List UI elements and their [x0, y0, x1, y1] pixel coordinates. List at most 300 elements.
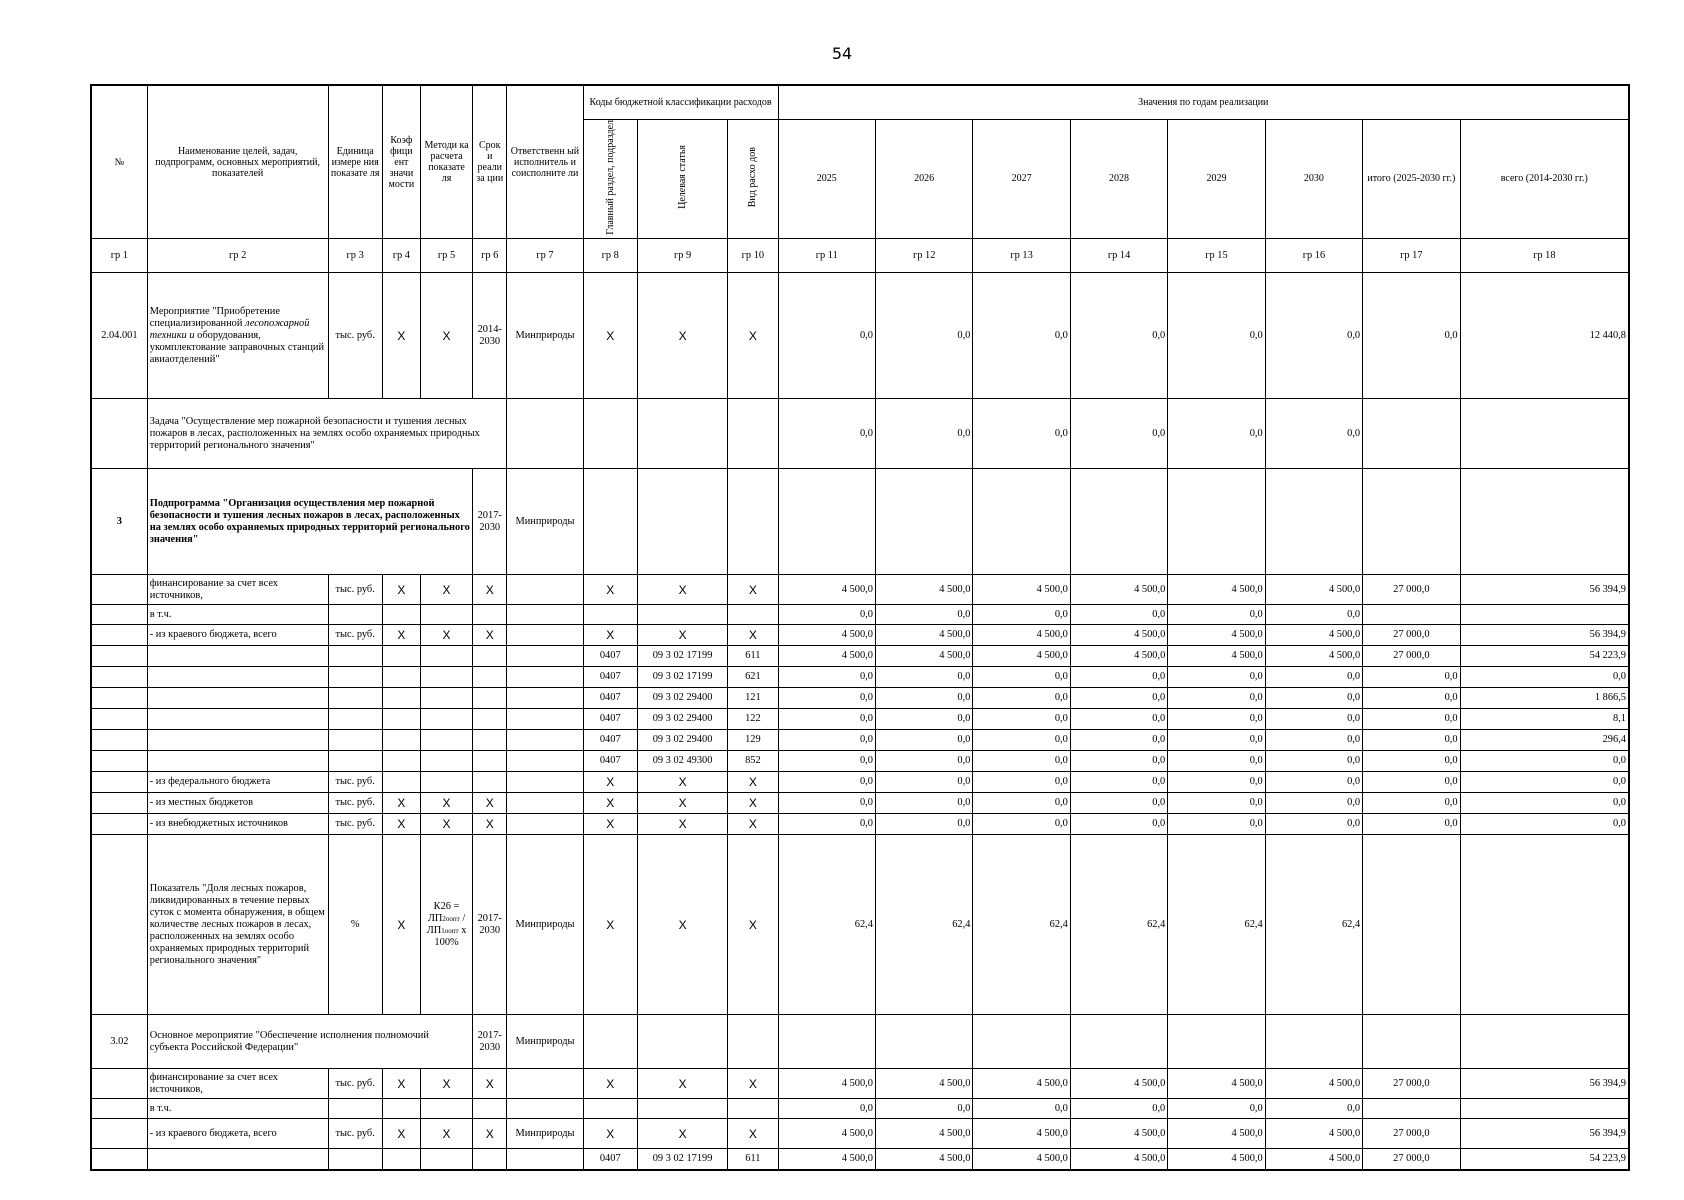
value-total-2025-2030: 0,0: [1363, 772, 1460, 793]
value-total-2025-2030: 27 000,0: [1363, 575, 1460, 605]
row-federal-budget: [91, 772, 1629, 793]
value-2029: 0,0: [1168, 730, 1265, 751]
value-2029: 0,0: [1168, 399, 1265, 469]
value-2026: 4 500,0: [875, 1069, 972, 1099]
code-article: 09 3 02 17199: [637, 667, 727, 688]
value-2029: 62,4: [1168, 835, 1265, 1015]
cell-x: X: [728, 835, 778, 1015]
value-2030: 0,0: [1265, 273, 1362, 399]
row-local-budgets: [91, 793, 1629, 814]
group-number-cell: гр 16: [1265, 239, 1362, 273]
group-number-cell: гр 12: [875, 239, 972, 273]
header-responsible: Ответственн ый исполнитель и соисполните ли: [507, 85, 583, 239]
group-number-cell: гр 6: [473, 239, 507, 273]
value-total-2014-2030: 56 394,9: [1460, 575, 1629, 605]
row-budget-code: [91, 709, 1629, 730]
value-2030: 0,0: [1265, 793, 1362, 814]
value-2027: 0,0: [973, 605, 1070, 625]
row-name: финансирование за счет всех источников,: [147, 575, 328, 605]
cell-x: X: [583, 273, 637, 399]
value-total-2025-2030: 27 000,0: [1363, 625, 1460, 646]
code-section: 0407: [583, 709, 637, 730]
row-name: - из федерального бюджета: [147, 772, 328, 793]
cell-x: X: [728, 625, 778, 646]
header-code-section: Главный раздел, подраздел: [583, 119, 637, 239]
value-2028: 0,0: [1070, 709, 1167, 730]
row-name: финансирование за счет всех источников,: [147, 1069, 328, 1099]
header-unit: Единица измере ния показате ля: [328, 85, 382, 239]
cell-x: X: [583, 772, 637, 793]
value-total-2014-2030: 54 223,9: [1460, 646, 1629, 667]
code-type: 122: [728, 709, 778, 730]
value-2030: 4 500,0: [1265, 1149, 1362, 1170]
row-budget-code: [91, 667, 1629, 688]
value-total-2014-2030: 296,4: [1460, 730, 1629, 751]
value-2028: 4 500,0: [1070, 1149, 1167, 1170]
value-2028: 0,0: [1070, 273, 1167, 399]
code-section: 0407: [583, 667, 637, 688]
cell-x: X: [420, 793, 472, 814]
value-2028: 0,0: [1070, 772, 1167, 793]
code-type: 621: [728, 667, 778, 688]
row-number: 2.04.001: [91, 273, 147, 399]
value-total-2025-2030: 0,0: [1363, 751, 1460, 772]
value-2025: 0,0: [778, 730, 875, 751]
cell-x: X: [728, 793, 778, 814]
row-budget-code: [91, 730, 1629, 751]
row-including: [91, 605, 1629, 625]
cell-x: X: [583, 835, 637, 1015]
row-budget-code: [91, 688, 1629, 709]
cell-x: X: [728, 1069, 778, 1099]
value-2026: 0,0: [875, 605, 972, 625]
header-year-2025: 2025: [778, 119, 875, 239]
value-2026: 0,0: [875, 399, 972, 469]
cell-x: X: [583, 814, 637, 835]
value-2030: 4 500,0: [1265, 1119, 1362, 1149]
value-2030: 4 500,0: [1265, 575, 1362, 605]
value-2029: 0,0: [1168, 688, 1265, 709]
group-number-cell: гр 2: [147, 239, 328, 273]
value-2025: 0,0: [778, 605, 875, 625]
value-2027: 0,0: [973, 772, 1070, 793]
group-number-row: [91, 239, 1629, 273]
header-term: Срок и реали за ции: [473, 85, 507, 239]
row-financing-total: [91, 1069, 1629, 1099]
value-2027: 0,0: [973, 1099, 1070, 1119]
value-2030: 0,0: [1265, 605, 1362, 625]
cell-x: X: [728, 1119, 778, 1149]
cell-x: X: [382, 835, 420, 1015]
cell-x: X: [583, 793, 637, 814]
row-responsible: Минприроды: [507, 469, 583, 575]
value-2026: 0,0: [875, 751, 972, 772]
cell-x: X: [473, 575, 507, 605]
value-2028: 0,0: [1070, 667, 1167, 688]
row-method-formula: К26 = ЛП2оопт / ЛП1оопт x 100%: [420, 835, 472, 1015]
value-2026: 0,0: [875, 1099, 972, 1119]
group-number-cell: гр 3: [328, 239, 382, 273]
value-2026: 4 500,0: [875, 575, 972, 605]
cell-x: X: [473, 814, 507, 835]
group-number-cell: гр 8: [583, 239, 637, 273]
header-year-2026: 2026: [875, 119, 972, 239]
value-2027: 0,0: [973, 688, 1070, 709]
cell-x: X: [637, 1069, 727, 1099]
value-2025: 4 500,0: [778, 625, 875, 646]
value-total-2014-2030: 0,0: [1460, 667, 1629, 688]
cell-x: X: [382, 793, 420, 814]
value-2029: 4 500,0: [1168, 625, 1265, 646]
value-total-2014-2030: 54 223,9: [1460, 1149, 1629, 1170]
group-number-cell: гр 7: [507, 239, 583, 273]
value-2029: 0,0: [1168, 667, 1265, 688]
value-2026: 0,0: [875, 730, 972, 751]
value-total-2014-2030: 0,0: [1460, 793, 1629, 814]
value-2025: 0,0: [778, 814, 875, 835]
cell-x: X: [583, 625, 637, 646]
code-type: 121: [728, 688, 778, 709]
cell-x: X: [637, 793, 727, 814]
value-2030: 0,0: [1265, 709, 1362, 730]
header-total-2025-2030: итого (2025-2030 гг.): [1363, 119, 1460, 239]
value-2025: 4 500,0: [778, 1119, 875, 1149]
value-2030: 62,4: [1265, 835, 1362, 1015]
value-2029: 0,0: [1168, 605, 1265, 625]
cell-x: X: [637, 575, 727, 605]
value-total-2014-2030: 1 866,5: [1460, 688, 1629, 709]
value-2030: 4 500,0: [1265, 625, 1362, 646]
cell-x: X: [728, 814, 778, 835]
value-2030: 4 500,0: [1265, 646, 1362, 667]
row-task: [91, 399, 1629, 469]
cell-x: X: [473, 1069, 507, 1099]
header-budget-codes: Коды бюджетной классификации расходов: [583, 85, 778, 119]
value-2026: 0,0: [875, 709, 972, 730]
row-term: 2017-2030: [473, 469, 507, 575]
value-2029: 0,0: [1168, 814, 1265, 835]
value-total-2025-2030: 0,0: [1363, 688, 1460, 709]
header-year-2029: 2029: [1168, 119, 1265, 239]
row-budget-code: [91, 751, 1629, 772]
value-2028: 4 500,0: [1070, 1119, 1167, 1149]
code-type: 852: [728, 751, 778, 772]
cell-x: X: [382, 814, 420, 835]
value-2027: 4 500,0: [973, 575, 1070, 605]
group-number-cell: гр 14: [1070, 239, 1167, 273]
cell-x: X: [420, 575, 472, 605]
value-2026: 0,0: [875, 688, 972, 709]
value-2025: 0,0: [778, 751, 875, 772]
value-2025: 0,0: [778, 688, 875, 709]
group-number-cell: гр 18: [1460, 239, 1629, 273]
row-financing-total: [91, 575, 1629, 605]
code-section: 0407: [583, 688, 637, 709]
code-section: 0407: [583, 1149, 637, 1170]
cell-x: X: [420, 814, 472, 835]
cell-x: X: [420, 1119, 472, 1149]
value-total-2025-2030: 0,0: [1363, 793, 1460, 814]
value-total-2014-2030: 56 394,9: [1460, 625, 1629, 646]
value-total-2014-2030: 56 394,9: [1460, 1069, 1629, 1099]
code-section: 0407: [583, 751, 637, 772]
code-article: 09 3 02 29400: [637, 730, 727, 751]
cell-x: X: [637, 273, 727, 399]
cell-x: X: [382, 1069, 420, 1099]
value-2028: 4 500,0: [1070, 646, 1167, 667]
value-2025: 0,0: [778, 667, 875, 688]
value-2025: 4 500,0: [778, 1149, 875, 1170]
cell-x: X: [637, 772, 727, 793]
value-2029: 4 500,0: [1168, 1149, 1265, 1170]
row-regional-budget: [91, 1119, 1629, 1149]
cell-x: X: [728, 575, 778, 605]
row-responsible: Минприроды: [507, 835, 583, 1015]
value-2027: 0,0: [973, 793, 1070, 814]
row-term: 2017-2030: [473, 835, 507, 1015]
value-2030: 0,0: [1265, 772, 1362, 793]
value-2028: 0,0: [1070, 1099, 1167, 1119]
row-unit: тыс. руб.: [328, 1069, 382, 1099]
row-name: Подпрограмма "Организация осуществления мер пожарной безопасности и тушения лесных пожаров в лесах, расположенных на землях особо охраняемых природных территорий регионального значения": [147, 469, 472, 575]
cell-x: X: [583, 1069, 637, 1099]
value-2028: 62,4: [1070, 835, 1167, 1015]
header-year-2030: 2030: [1265, 119, 1362, 239]
value-2027: 0,0: [973, 273, 1070, 399]
group-number-cell: гр 4: [382, 239, 420, 273]
value-2030: 0,0: [1265, 730, 1362, 751]
group-number-cell: гр 10: [728, 239, 778, 273]
group-number-cell: гр 17: [1363, 239, 1460, 273]
value-total-2025-2030: 0,0: [1363, 730, 1460, 751]
value-2026: 62,4: [875, 835, 972, 1015]
cell-x: X: [382, 273, 420, 399]
value-2030: 4 500,0: [1265, 1069, 1362, 1099]
value-2026: 0,0: [875, 667, 972, 688]
row-name: - из внебюджетных источников: [147, 814, 328, 835]
value-2025: 0,0: [778, 1099, 875, 1119]
group-number-cell: гр 5: [420, 239, 472, 273]
budget-table-sheet: [90, 84, 1630, 1171]
cell-x: X: [728, 772, 778, 793]
value-total-2025-2030: 27 000,0: [1363, 1069, 1460, 1099]
header-total-2014-2030: всего (2014-2030 гг.): [1460, 119, 1629, 239]
value-total-2014-2030: 0,0: [1460, 751, 1629, 772]
header-code-type: Вид расхо дов: [728, 119, 778, 239]
value-2026: 4 500,0: [875, 1149, 972, 1170]
group-number-cell: гр 15: [1168, 239, 1265, 273]
cell-x: X: [637, 814, 727, 835]
row-name: Мероприятие "Приобретение специализированной лесопожарной техники и оборудования, укомплектование заправочных станций авиаотделений": [147, 273, 328, 399]
row-responsible: Минприроды: [507, 1119, 583, 1149]
value-2026: 4 500,0: [875, 1119, 972, 1149]
value-2027: 0,0: [973, 751, 1070, 772]
value-2027: 62,4: [973, 835, 1070, 1015]
row-number: 3.02: [91, 1015, 147, 1069]
row-budget-code: [91, 646, 1629, 667]
value-2027: 4 500,0: [973, 1069, 1070, 1099]
value-2025: 4 500,0: [778, 575, 875, 605]
code-section: 0407: [583, 646, 637, 667]
value-2030: 0,0: [1265, 688, 1362, 709]
value-2029: 0,0: [1168, 793, 1265, 814]
value-2028: 0,0: [1070, 605, 1167, 625]
value-2029: 4 500,0: [1168, 646, 1265, 667]
row-name: - из краевого бюджета, всего: [147, 625, 328, 646]
value-2029: 0,0: [1168, 772, 1265, 793]
cell-x: X: [382, 1119, 420, 1149]
cell-x: X: [637, 625, 727, 646]
cell-x: X: [473, 625, 507, 646]
cell-x: X: [583, 575, 637, 605]
value-total-2025-2030: 0,0: [1363, 709, 1460, 730]
row-unit: %: [328, 835, 382, 1015]
cell-x: X: [637, 1119, 727, 1149]
cell-x: X: [382, 575, 420, 605]
row-name: в т.ч.: [147, 605, 328, 625]
value-total-2014-2030: 8,1: [1460, 709, 1629, 730]
value-2028: 4 500,0: [1070, 1069, 1167, 1099]
value-2026: 4 500,0: [875, 646, 972, 667]
value-2025: 0,0: [778, 793, 875, 814]
value-2029: 4 500,0: [1168, 1119, 1265, 1149]
value-2028: 0,0: [1070, 730, 1167, 751]
cell-x: X: [637, 835, 727, 1015]
row-unit: тыс. руб.: [328, 273, 382, 399]
value-2027: 0,0: [973, 814, 1070, 835]
value-2025: 4 500,0: [778, 1069, 875, 1099]
row-unit: тыс. руб.: [328, 814, 382, 835]
row-responsible: Минприроды: [507, 273, 583, 399]
row-extrabudgetary: [91, 814, 1629, 835]
value-2030: 0,0: [1265, 399, 1362, 469]
row-main-measure-3-02: [91, 1015, 1629, 1069]
value-2029: 0,0: [1168, 709, 1265, 730]
cell-x: X: [382, 625, 420, 646]
value-2028: 0,0: [1070, 688, 1167, 709]
value-2030: 0,0: [1265, 751, 1362, 772]
header-row-1: [91, 85, 1629, 119]
row-name: Показатель "Доля лесных пожаров, ликвидированных в течение первых суток с момента обнаружения, в общем количестве лесных пожаров в лесах, расположенных на землях особо охраняемых природных территорий регионального значения": [147, 835, 328, 1015]
value-2025: 0,0: [778, 709, 875, 730]
value-total-2025-2030: 27 000,0: [1363, 1119, 1460, 1149]
row-name: - из местных бюджетов: [147, 793, 328, 814]
header-year-2028: 2028: [1070, 119, 1167, 239]
value-2026: 0,0: [875, 772, 972, 793]
value-2028: 0,0: [1070, 814, 1167, 835]
cell-x: X: [420, 273, 472, 399]
value-2026: 0,0: [875, 273, 972, 399]
value-2029: 0,0: [1168, 273, 1265, 399]
row-unit: тыс. руб.: [328, 793, 382, 814]
value-total-2025-2030: 27 000,0: [1363, 646, 1460, 667]
row-including: [91, 1099, 1629, 1119]
code-section: 0407: [583, 730, 637, 751]
row-term: 2014-2030: [473, 273, 507, 399]
code-article: 09 3 02 49300: [637, 751, 727, 772]
code-article: 09 3 02 29400: [637, 688, 727, 709]
header-year-2027: 2027: [973, 119, 1070, 239]
value-total-2025-2030: 27 000,0: [1363, 1149, 1460, 1170]
row-name: Основное мероприятие "Обеспечение исполнения полномочий субъекта Российской Федерации": [147, 1015, 472, 1069]
value-2030: 0,0: [1265, 667, 1362, 688]
row-measure-2-04-001: [91, 273, 1629, 399]
cell-x: X: [473, 1119, 507, 1149]
row-budget-code: [91, 1149, 1629, 1170]
value-2026: 0,0: [875, 814, 972, 835]
value-total-2014-2030: 0,0: [1460, 772, 1629, 793]
row-term: 2017-2030: [473, 1015, 507, 1069]
group-number-cell: гр 1: [91, 239, 147, 273]
code-article: 09 3 02 17199: [637, 646, 727, 667]
value-2029: 4 500,0: [1168, 575, 1265, 605]
row-indicator: [91, 835, 1629, 1015]
value-2029: 0,0: [1168, 751, 1265, 772]
cell-x: X: [473, 793, 507, 814]
group-number-cell: гр 13: [973, 239, 1070, 273]
code-type: 611: [728, 646, 778, 667]
code-article: 09 3 02 29400: [637, 709, 727, 730]
value-2027: 4 500,0: [973, 1149, 1070, 1170]
header-code-article: Целевая статья: [637, 119, 727, 239]
header-name: Наименование целей, задач, подпрограмм, основных мероприятий, показателей: [147, 85, 328, 239]
row-unit: тыс. руб.: [328, 1119, 382, 1149]
value-2026: 4 500,0: [875, 625, 972, 646]
value-total-2014-2030: 56 394,9: [1460, 1119, 1629, 1149]
value-total-2014-2030: 0,0: [1460, 814, 1629, 835]
value-2027: 4 500,0: [973, 646, 1070, 667]
value-2027: 4 500,0: [973, 1119, 1070, 1149]
cell-x: X: [420, 1069, 472, 1099]
header-num: №: [91, 85, 147, 239]
value-2025: 0,0: [778, 772, 875, 793]
budget-table: [90, 84, 1630, 1171]
code-article: 09 3 02 17199: [637, 1149, 727, 1170]
cell-x: X: [583, 1119, 637, 1149]
value-total-2025-2030: 0,0: [1363, 273, 1460, 399]
value-2027: 0,0: [973, 399, 1070, 469]
value-2028: 0,0: [1070, 399, 1167, 469]
value-2025: 0,0: [778, 273, 875, 399]
row-name: в т.ч.: [147, 1099, 328, 1119]
cell-x: X: [420, 625, 472, 646]
code-type: 129: [728, 730, 778, 751]
value-2029: 0,0: [1168, 1099, 1265, 1119]
value-2030: 0,0: [1265, 814, 1362, 835]
value-2028: 4 500,0: [1070, 575, 1167, 605]
header-values-by-year: Значения по годам реализации: [778, 85, 1629, 119]
value-2027: 0,0: [973, 730, 1070, 751]
row-unit: тыс. руб.: [328, 625, 382, 646]
row-regional-budget: [91, 625, 1629, 646]
value-2028: 0,0: [1070, 793, 1167, 814]
value-2026: 0,0: [875, 793, 972, 814]
cell-x: X: [728, 273, 778, 399]
row-name: Задача "Осуществление мер пожарной безопасности и тушения лесных пожаров в лесах, расположенных на землях особо охраняемых природных территорий регионального значения": [147, 399, 507, 469]
group-number-cell: гр 9: [637, 239, 727, 273]
value-2030: 0,0: [1265, 1099, 1362, 1119]
value-2027: 0,0: [973, 667, 1070, 688]
value-2028: 0,0: [1070, 751, 1167, 772]
header-coef: Коэф фици ент значи мости: [382, 85, 420, 239]
code-type: 611: [728, 1149, 778, 1170]
value-2028: 4 500,0: [1070, 625, 1167, 646]
row-unit: тыс. руб.: [328, 575, 382, 605]
page-number: 54: [831, 44, 853, 63]
value-2025: 0,0: [778, 399, 875, 469]
header-method: Методи ка расчета показате ля: [420, 85, 472, 239]
group-number-cell: гр 11: [778, 239, 875, 273]
